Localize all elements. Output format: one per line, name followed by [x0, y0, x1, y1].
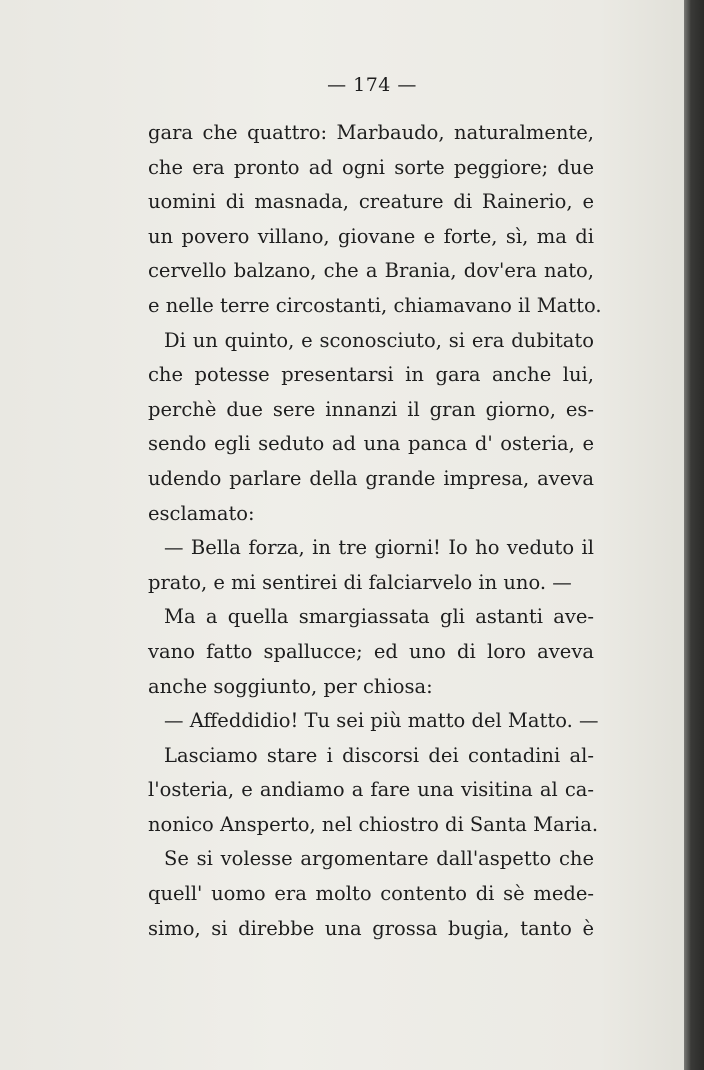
text-line: che potesse presentarsi in gara anche lui, [148, 363, 594, 387]
book-spine-edge [684, 0, 704, 1070]
text-line: nonico Ansperto, nel chiostro di Santa Maria. [148, 812, 599, 836]
text-line: cervello balzano, che a Brania, dov'era nato, [148, 259, 594, 283]
page-number: — 174 — [327, 74, 417, 96]
text-line: Se si volesse argomentare dall'aspetto che [164, 847, 594, 871]
text-line: anche soggiunto, per chiosa: [148, 674, 433, 698]
text-line: sendo egli seduto ad una panca d' osteria, e [148, 432, 594, 456]
text-line: Ma a quella smargiassata gli astanti ave- [164, 605, 594, 629]
text-line: e nelle terre circostanti, chiamavano il Matto. [148, 293, 602, 317]
text-line: uomini di masnada, creature di Rainerio, e [148, 190, 594, 214]
text-line: vano fatto spallucce; ed uno di loro aveva [148, 639, 594, 663]
text-line: Lasciamo stare i discorsi dei contadini al- [164, 743, 594, 767]
text-line: simo, si direbbe una grossa bugia, tanto è [148, 916, 594, 940]
text-line: che era pronto ad ogni sorte peggiore; due [148, 155, 594, 179]
body-text [148, 116, 602, 946]
text-line: udendo parlare della grande impresa, aveva [148, 466, 594, 490]
text-line: Di un quinto, e sconosciuto, si era dubitato [164, 328, 594, 352]
text-line: perchè due sere innanzi il gran giorno, es- [148, 397, 594, 421]
text-line: gara che quattro: Marbaudo, naturalmente, [148, 121, 594, 144]
text-line: prato, e mi sentirei di falciarvelo in uno. — [148, 570, 572, 594]
text-line: l'osteria, e andiamo a fare una visitina al ca- [148, 778, 594, 802]
text-line: un povero villano, giovane e forte, sì, ma di [148, 224, 594, 248]
text-line: esclamato: [148, 501, 255, 525]
text-line: — Affeddidio! Tu sei più matto del Matto. — [164, 709, 599, 733]
text-line: quell' uomo era molto contento di sè mede- [148, 882, 594, 906]
text-line: — Bella forza, in tre giorni! Io ho veduto il [164, 536, 594, 560]
